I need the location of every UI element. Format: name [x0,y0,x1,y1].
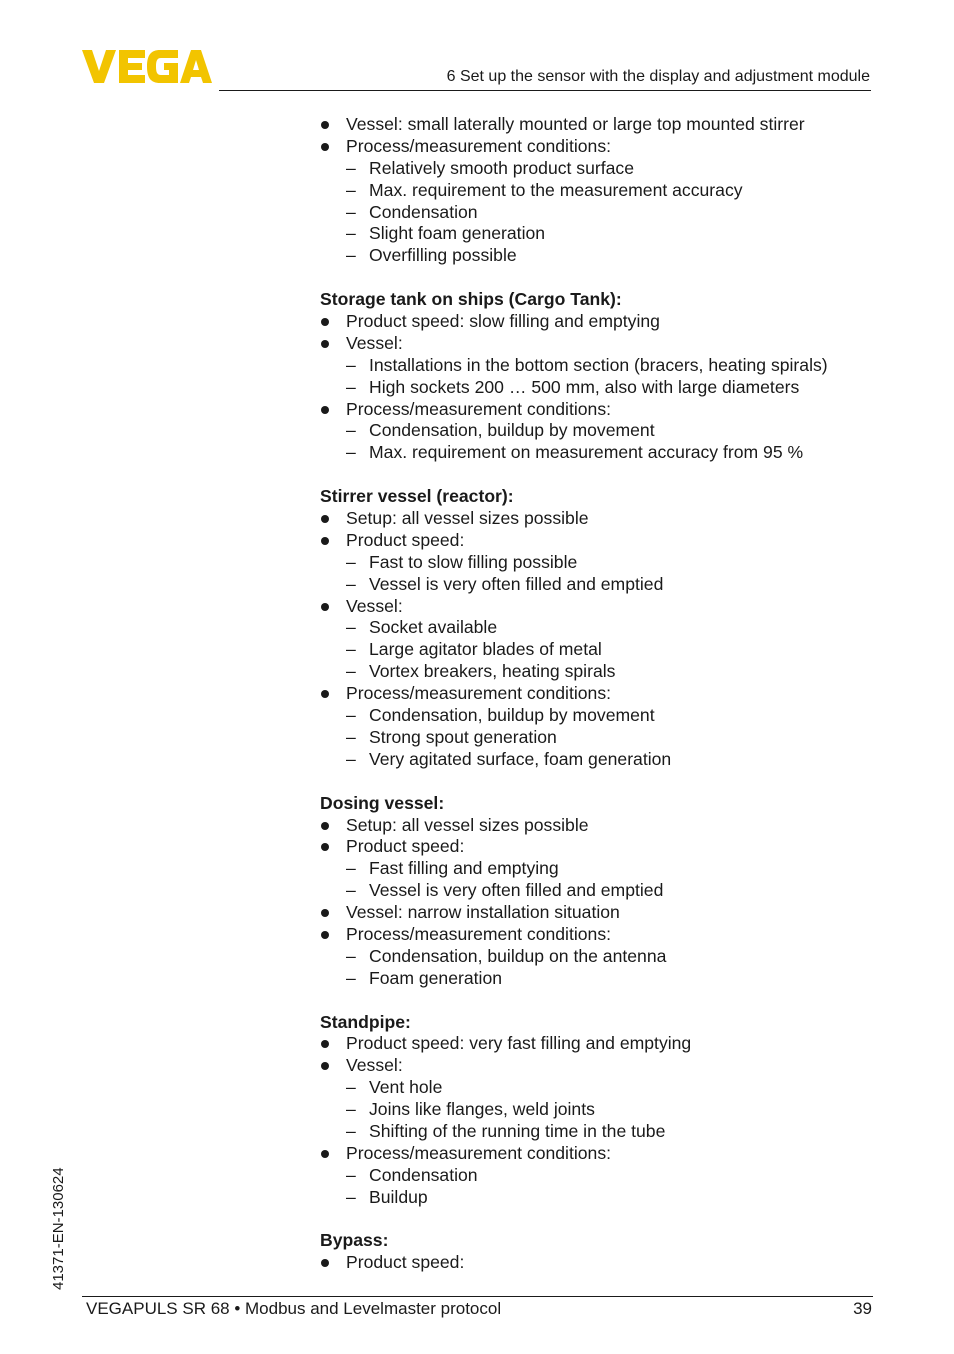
item-text: Slight foam generation [369,223,546,244]
dash-item [320,1099,880,1121]
bullet-item [320,1143,880,1165]
bullet-item [320,136,880,158]
dash-icon: – [346,179,356,200]
item-text: Process/measurement conditions: [346,683,612,704]
dash-item [320,180,880,202]
document-code: 41371-EN-130624 [50,1167,67,1290]
dash-item [320,245,880,267]
dash-item [320,1077,880,1099]
page-number: 39 [853,1299,872,1318]
dash-item [320,223,880,245]
item-text: Process/measurement conditions: [346,1142,612,1163]
item-text: Product speed: [346,529,465,550]
dash-icon: – [346,354,356,375]
item-text: Vessel: [346,1055,403,1076]
dash-item [320,377,880,399]
dash-icon: – [346,617,356,638]
item-text: Vessel is very often filled and emptied [369,880,664,901]
dash-icon: – [346,376,356,397]
item-text: Condensation [369,201,478,222]
page-body [320,114,880,1274]
footer-divider [82,1296,873,1297]
bullet-icon [321,1259,329,1267]
dash-item [320,158,880,180]
bullet-item [320,924,880,946]
dash-icon: – [346,551,356,572]
item-text: Process/measurement conditions: [346,398,612,419]
item-text: Fast filling and emptying [369,858,559,879]
dash-icon: – [346,967,356,988]
dash-item [320,661,880,683]
item-text: Vessel is very often filled and emptied [369,573,664,594]
bullet-item [320,114,880,136]
item-text: Vessel: [346,595,403,616]
bullet-icon [321,603,329,611]
item-text: Product speed: [346,1252,465,1273]
item-text: Socket available [369,617,498,638]
dash-item [320,705,880,727]
dash-item [320,639,880,661]
dash-icon: – [346,1077,356,1098]
item-text: Product speed: slow filling and emptying [346,311,660,332]
bullet-icon [321,515,329,523]
dash-icon: – [346,201,356,222]
item-text: Vessel: narrow installation situation [346,902,620,923]
dash-icon: – [346,223,356,244]
bullet-icon [321,143,329,151]
dash-icon: – [346,1120,356,1141]
item-text: Vessel: [346,332,403,353]
bullet-item [320,902,880,924]
vega-logo [82,50,212,84]
dash-item [320,552,880,574]
dash-item [320,1165,880,1187]
dash-item [320,1187,880,1209]
dash-icon: – [346,1164,356,1185]
dash-icon: – [346,748,356,769]
item-text: Relatively smooth product surface [369,157,635,178]
bullet-item [320,815,880,837]
bullet-item [320,836,880,858]
bullet-icon [321,406,329,414]
header-divider [219,90,871,91]
bullet-icon [321,1040,329,1048]
item-text: Condensation [369,1164,478,1185]
dash-icon: – [346,573,356,594]
bullet-icon [321,318,329,326]
dash-item [320,1121,880,1143]
bullet-icon [321,843,329,851]
bullet-icon [321,1062,329,1070]
dash-item [320,946,880,968]
bullet-item [320,333,880,355]
item-text: Process/measurement conditions: [346,135,612,156]
item-text: Installations in the bottom section (bracers, heating spirals) [369,354,828,375]
bullet-icon [321,1150,329,1158]
bullet-item [320,399,880,421]
item-text: High sockets 200 … 500 mm, also with large diameters [369,376,800,397]
item-text: Max. requirement to the measurement accuracy [369,179,743,200]
bullet-item [320,508,880,530]
item-text: Vortex breakers, heating spirals [369,661,616,682]
section-heading: Dosing vessel: [320,792,445,813]
section-heading: Bypass: [320,1230,389,1251]
dash-icon: – [346,661,356,682]
section-heading: Stirrer vessel (reactor): [320,486,514,507]
dash-item [320,574,880,596]
item-text: Vessel: small laterally mounted or large top mounted stirrer [346,114,805,134]
bullet-icon [321,822,329,830]
item-text: Overfilling possible [369,245,517,266]
bullet-icon [321,340,329,348]
dash-icon: – [346,705,356,726]
dash-icon: – [346,858,356,879]
item-text: Foam generation [369,967,503,988]
dash-icon: – [346,442,356,463]
header-section-title: 6 Set up the sensor with the display and adjustment module [446,68,870,85]
item-text: Large agitator blades of metal [369,639,602,660]
section-heading: Standpipe: [320,1011,411,1032]
item-text: Shifting of the running time in the tube [369,1120,666,1141]
dash-item [320,355,880,377]
dash-item [320,617,880,639]
dash-item [320,420,880,442]
dash-icon: – [346,1186,356,1207]
bullet-item [320,311,880,333]
item-text: Joins like flanges, weld joints [369,1099,595,1120]
dash-icon: – [346,420,356,441]
item-text: Product speed: [346,836,465,857]
dash-icon: – [346,880,356,901]
bullet-item [320,530,880,552]
item-text: Condensation, buildup by movement [369,420,655,441]
bullet-icon [321,909,329,917]
dash-item [320,858,880,880]
item-text: Max. requirement on measurement accuracy from 95 % [369,442,804,463]
bullet-item [320,1252,880,1274]
dash-item [320,202,880,224]
dash-icon: – [346,1099,356,1120]
item-text: Process/measurement conditions: [346,923,612,944]
bullet-item [320,1033,880,1055]
item-text: Buildup [369,1186,428,1207]
item-text: Fast to slow filling possible [369,551,578,572]
dash-item [320,880,880,902]
item-text: Strong spout generation [369,726,557,747]
dash-icon: – [346,157,356,178]
bullet-icon [321,931,329,939]
bullet-icon [321,537,329,545]
dash-item [320,442,880,464]
section-heading: Storage tank on ships (Cargo Tank): [320,289,622,310]
bullet-item [320,683,880,705]
dash-icon: – [346,639,356,660]
bullet-icon [321,690,329,698]
dash-item [320,968,880,990]
dash-icon: – [346,726,356,747]
dash-icon: – [346,945,356,966]
footer-product-line: VEGAPULS SR 68 • Modbus and Levelmaster protocol [86,1299,502,1318]
dash-item [320,727,880,749]
dash-item [320,749,880,771]
item-text: Setup: all vessel sizes possible [346,814,589,835]
item-text: Condensation, buildup on the antenna [369,945,667,966]
item-text: Setup: all vessel sizes possible [346,508,589,529]
bullet-item [320,1055,880,1077]
item-text: Vent hole [369,1077,443,1098]
dash-icon: – [346,245,356,266]
bullet-item [320,596,880,618]
bullet-icon [321,121,329,129]
item-text: Condensation, buildup by movement [369,705,655,726]
item-text: Product speed: very fast filling and emptying [346,1033,692,1054]
item-text: Very agitated surface, foam generation [369,748,672,769]
